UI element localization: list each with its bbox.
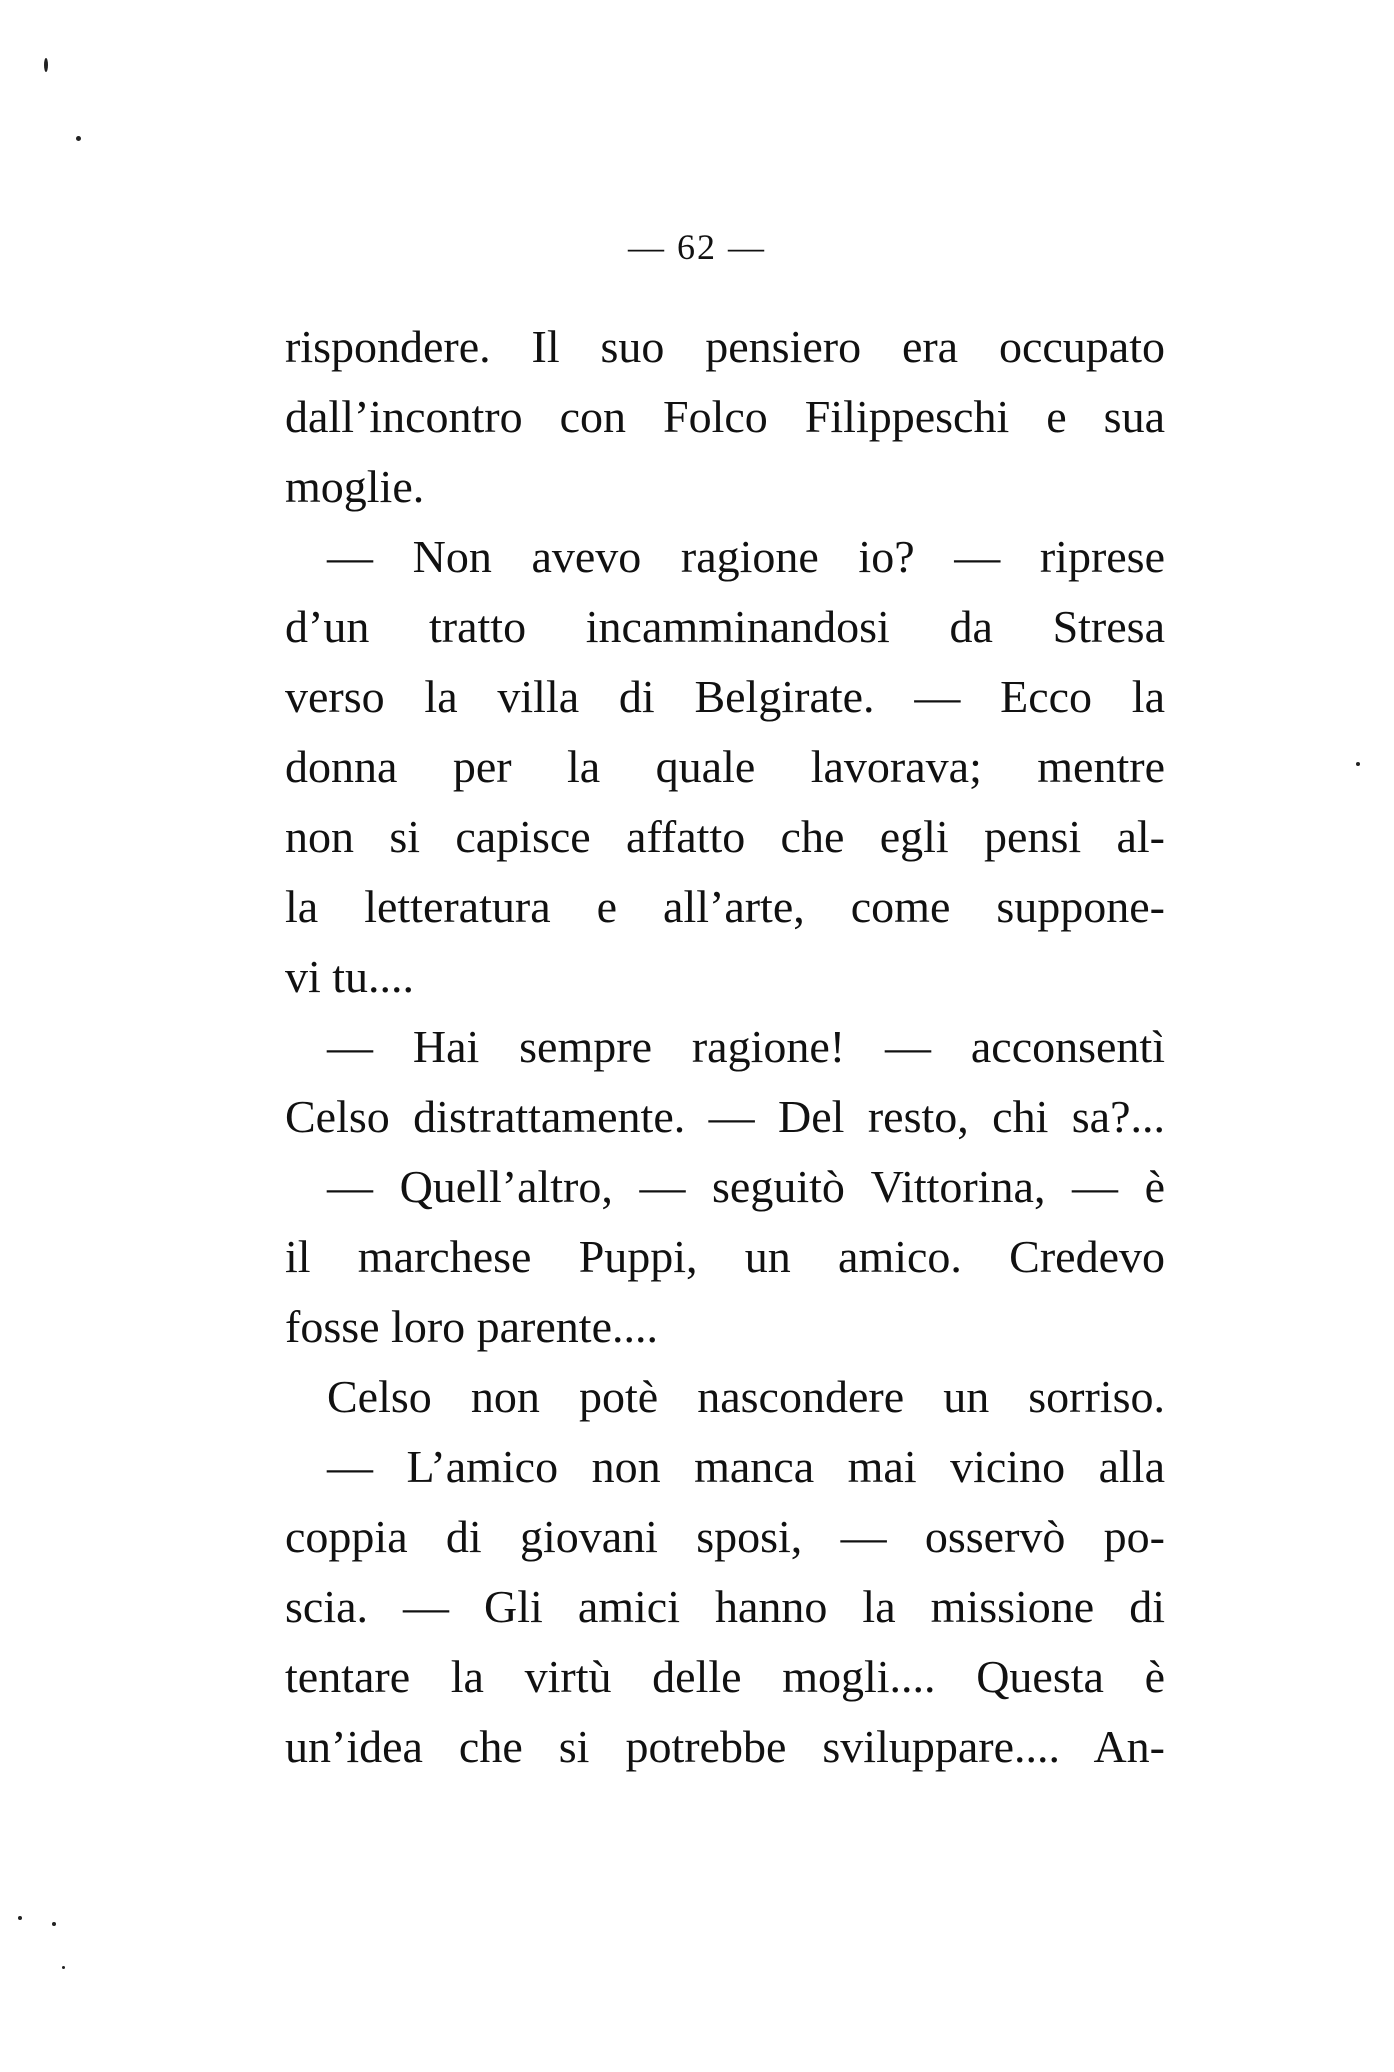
margin-speck [44,58,48,72]
margin-speck [62,1966,65,1969]
text-line: la letteratura e all’arte, come suppone- [285,881,1165,932]
text-line: un’idea che si potrebbe sviluppare.... An- [285,1721,1165,1772]
text-line: Celso distrattamente. — Del resto, chi sa?... [285,1091,1165,1142]
text-line: non si capisce affatto che egli pensi al- [285,811,1165,862]
text-line: — L’amico non manca mai vicino alla [327,1441,1165,1492]
text-line: coppia di giovani sposi, — osservò po- [285,1511,1165,1562]
page-number: — 62 — [628,227,766,267]
text-line: vi tu.... [285,951,415,1002]
text-line: moglie. [285,461,425,512]
margin-speck [76,136,81,141]
text-line: — Non avevo ragione io? — riprese [327,531,1165,582]
margin-speck [52,1922,56,1926]
margin-speck [18,1916,22,1920]
text-line: il marchese Puppi, un amico. Credevo [285,1231,1165,1282]
text-line: fosse loro parente.... [285,1301,658,1352]
text-line: tentare la virtù delle mogli.... Questa è [285,1651,1165,1702]
text-line: d’un tratto incamminandosi da Stresa [285,601,1165,652]
text-line: donna per la quale lavorava; mentre [285,741,1165,792]
body-text [285,312,1165,1782]
text-line: verso la villa di Belgirate. — Ecco la [285,671,1165,722]
text-line: Celso non potè nascondere un sorriso. [327,1371,1165,1422]
margin-speck [1356,762,1360,766]
text-line: scia. — Gli amici hanno la missione di [285,1581,1165,1632]
text-line: dall’incontro con Folco Filippeschi e sua [285,391,1165,442]
text-line: — Hai sempre ragione! — acconsentì [327,1021,1165,1072]
text-line: rispondere. Il suo pensiero era occupato [285,321,1165,372]
text-line: — Quell’altro, — seguitò Vittorina, — è [327,1161,1165,1212]
